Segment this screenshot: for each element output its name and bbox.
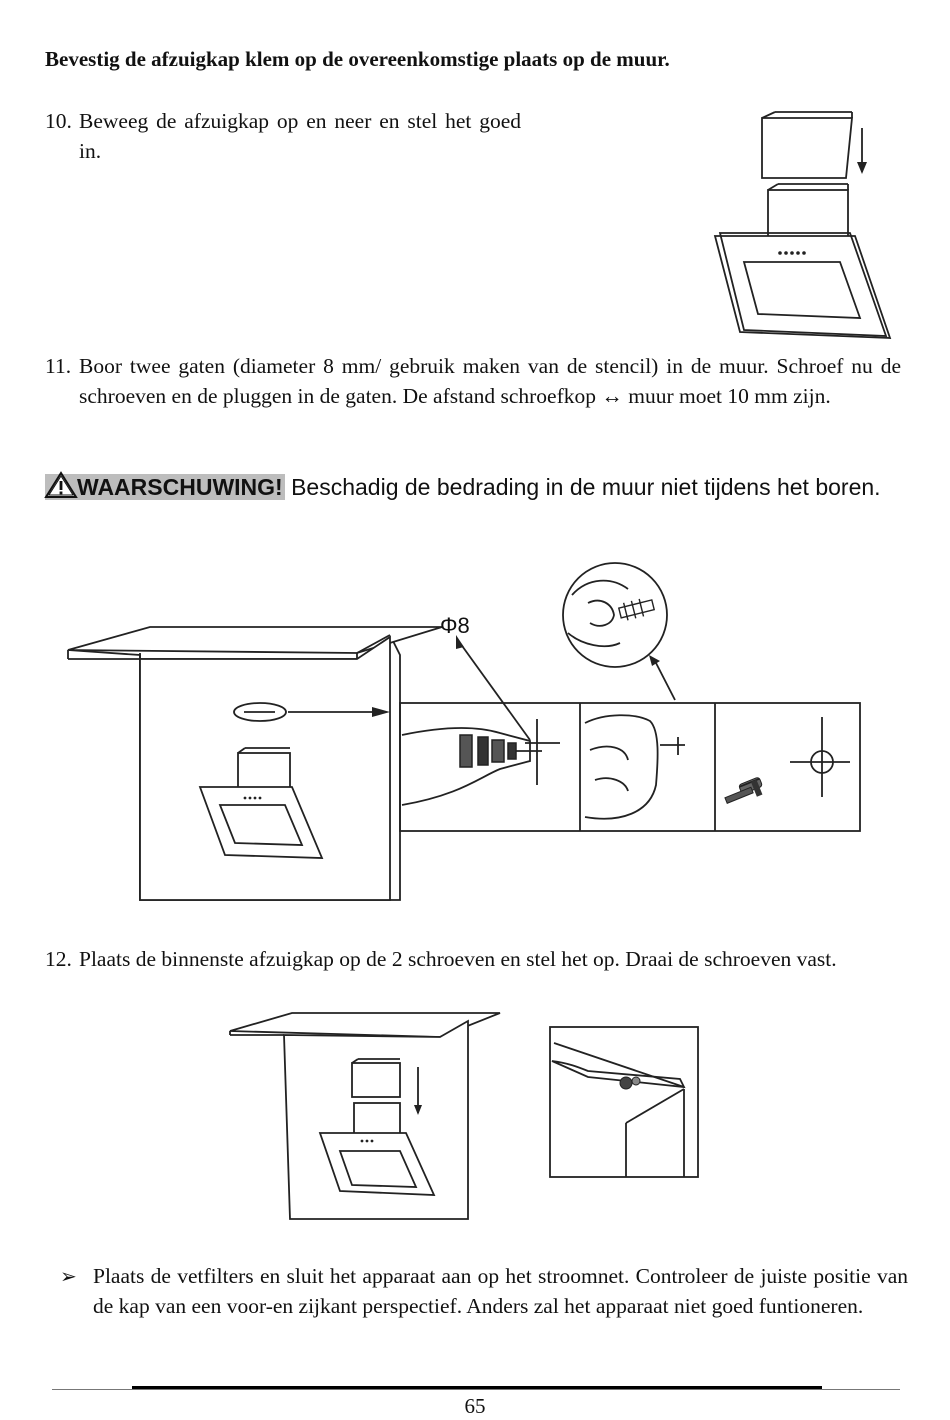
- step-text: Beweeg de afzuigkap op en neer en stel het goed in.: [79, 109, 521, 163]
- step-text: Boor twee gaten (diameter 8 mm/ gebruik maken van de stencil) in de muur. Schroef nu de schroeven en de pluggen in de gaten. De afstand schroefkop ↔ muur moet 10 mm zijn.: [79, 354, 901, 408]
- bullet-arrow-icon: ➢: [60, 1264, 77, 1288]
- hood-adjust-illustration: [700, 100, 900, 350]
- footer-rule-bold: [132, 1386, 822, 1389]
- section-heading: Bevestig de afzuigkap klem op de overeenkomstige plaats op de muur.: [45, 47, 670, 71]
- warning-text: Beschadig de bedrading in de muur niet tijdens het boren.: [284, 474, 881, 500]
- step-text: Plaats de binnenste afzuigkap op de 2 schroeven en stel het op. Draai de schroeven vast.: [79, 947, 837, 971]
- bullet-text: Plaats de vetfilters en sluit het apparaat aan op het stroomnet. Controleer de juiste positie van de kap van een voor-en zijkant perspectief. Anders zal het apparaat niet goed funtioneren.: [93, 1264, 908, 1318]
- final-instruction: [60, 1261, 908, 1321]
- drilling-illustration: [60, 555, 870, 910]
- step-number: 10.: [45, 109, 72, 133]
- footer-rule: [52, 1389, 900, 1390]
- step-number: 11.: [45, 354, 72, 378]
- step-number: 12.: [45, 947, 72, 971]
- step-12: [45, 944, 905, 974]
- step-10: [45, 106, 521, 166]
- page-number: 65: [464, 1394, 486, 1418]
- warning-triangle-icon: [45, 471, 77, 498]
- drill-diameter-label: Φ8: [440, 613, 470, 638]
- warning-label: WAARSCHUWING!: [45, 474, 285, 500]
- warning-notice: [45, 471, 903, 503]
- step-11: [45, 351, 901, 411]
- mounting-illustration: [228, 1005, 708, 1225]
